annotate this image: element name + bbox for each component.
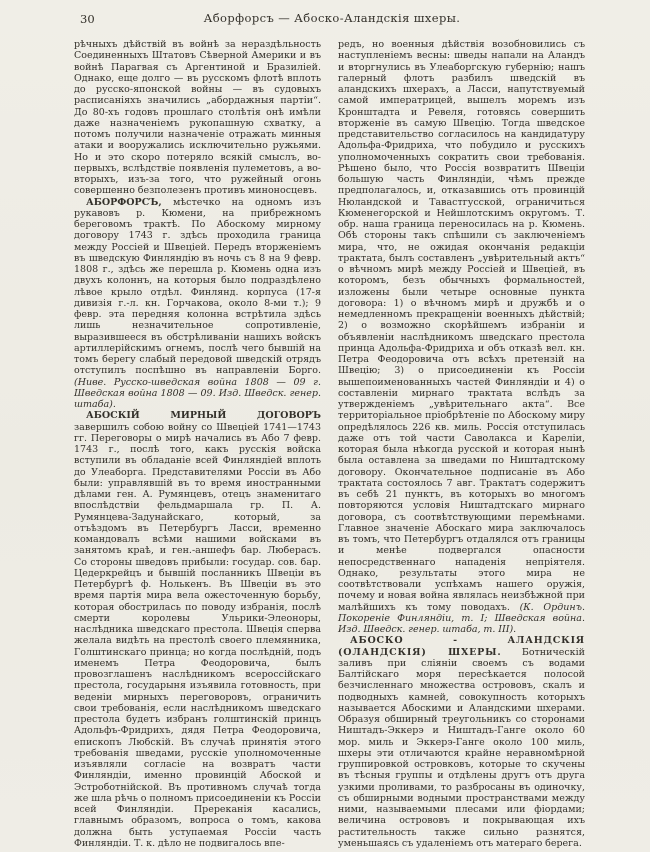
paragraph-continuation xyxy=(338,39,585,635)
left-column xyxy=(74,39,321,849)
entry-headword: АБОСКО - АЛАНДСКІЯ (ОЛАНДСКІЯ) ШХЕРЫ. xyxy=(338,635,585,658)
entry-aborfors xyxy=(74,197,321,411)
entry-aboskij-mirnyj-dogovor xyxy=(74,410,321,849)
page-number: 30 xyxy=(80,12,95,26)
paragraph-continuation xyxy=(74,39,321,197)
paragraph-text: редъ, но военныя дѣйствія возобновились съ наступленіемъ весны: шведы напали на Аландъ и вторгнулись въ Улеаборгскую губернію; нашъ галерный флотъ разбилъ шведскій въ аландскихъ шхерахъ, а Ласси, напутствуемый самой императрицей, вышелъ моремъ изъ Кронштадта и Ревеля, готовясь совершить вторженіе въ самую Швецію. Тогда шведское представительство согласилось на кандидатуру Адольфа-Фридриха, что побудило и русскихъ уполномоченныхъ сократить свои требованія. Рѣшено было, что Россія возвратитъ Швеціи большую часть Финляндіи, чѣмъ прежде предполагалось, и, отказавшись отъ провинцій Нюландской и Тавастгусской, ограничиться Кюменегорской и Нейшлотскимъ округомъ. Т. обр. наша граница переносилась на р. Кюмень. Обѣ стороны такъ спѣшили съ заключеніемъ мира, что, не ожидая окончанія редакціи трактата, былъ составленъ „увѣрительный актъ“ о вѣчномъ мирѣ между Россіей и Швеціей, въ которомъ, безъ обычныхъ формальностей, изложены были четыре основные пункта договора: 1) о вѣчномъ мирѣ и дружбѣ и о немедленномъ прекращеніи военныхъ дѣйствій; 2) о возможно скорѣйшемъ избраніи и объявленіи наслѣдникомъ шведскаго престола принца Адольфа-Фридриха и объ отказѣ вел. кн. Петра Феодоровича отъ всѣхъ претензій на Швецію; 3) о присоединеніи къ Россіи вышепоименованныхъ частей Финляндіи и 4) о составленіи мирнаго трактата вслѣдъ за утвержденіемъ „увѣрительнаго акта“. Все территоріальное пріобрѣтеніе по Абоскому миру опредѣлялось 226 кв. миль. Россія отступилась даже отъ той части Саволакса и Кареліи, которая была нѣкогда русской и которая нынѣ была оставлена за шведами по Ништадтскому договору. Окончательное подписаніе въ Або трактата состоялось 7 авг. Трактатъ содержитъ въ себѣ 21 пунктъ, въ которыхъ во многомъ повторяются условія Ништадтскаго мирнаго договора, съ соотвѣтствующими перемѣнами. Главное значеніе Абоскаго мира заключалось въ томъ, что Петербургъ отдалялся отъ границы и менѣе подвергался опасности непосредственнаго нападенія непріятеля. Однако, результаты этого мира не соотвѣтствовали успѣхамъ нашего оружія, почему и новая война являлась неизбѣжной при малѣйшихъ къ тому поводахъ. xyxy=(338,39,585,613)
entry-headword: АБОРФОРСЪ, xyxy=(86,196,162,208)
page-header xyxy=(74,10,590,34)
paragraph-text: завершилъ собою войну со Швеціей 1741—1743 гг. Переговоры о мирѣ начались въ Або 7 февр. 1743 г., послѣ того, какъ русскія войска вступили въ обладаніе всей Финляндіей вплоть до Улеаборга. Представителями Россіи въ Або были: управлявшій въ то время иностранными дѣлами ген. А. Румянцевъ, отецъ знаменитаго впослѣдствіи фельдмаршала гр. П. А. Румянцева-Задунайскаго, который, за отъѣздомъ въ Петербургъ Ласси, временно командовалъ всѣми нашими войсками въ занятомъ краѣ, и ген.-аншефъ бар. Люберасъ. Со стороны шведовъ прибыли: государ. сов. бар. Цедеркрейцъ и бывшій посланникъ Швеціи въ Петербургѣ ф. Нолькенъ. Въ Швеціи въ это время партія мира вела ожесточенную борьбу, которая обострилась по поводу избранія, послѣ смерти королевы Ульрики-Элеоноры, наслѣдника шведскаго престола. Швеція сперва желала видѣть на престолѣ своего племянника, Голштинскаго принца; но когда послѣдній, подъ именемъ Петра Феодоровича, былъ провозглашенъ наслѣдникомъ всероссійскаго престола, государыня изъявила готовность, при веденіи мирныхъ переговоровъ, ограничить свои требованія, если наслѣдникомъ шведскаго престола будетъ избранъ голштинскій принцъ Адольфъ-Фридрихъ, дядя Петра Феодоровича, епископъ Любскій. Въ случаѣ принятія этого требованія шведами, русскіе уполномоченные изъявляли согласіе на возвратъ части Финляндіи, именно провинцій Абоской и Эстроботнійской. Въ противномъ случаѣ тогда же шла рѣчь о полномъ присоединеніи къ Россіи всей Финляндіи. Пререканія касались, главнымъ образомъ, вопроса о томъ, какова должна быть уступаемая Россіи часть Финляндіи. Т. к. дѣло не подвигалось впе- xyxy=(74,421,321,849)
paragraph-text: Ботническій заливъ при сліяніи своемъ съ водами Балтійскаго моря пересѣкается полосой безчисленнаго множества острововъ, скалъ и подводныхъ камней, совокупность которыхъ называется Абоскими и Аландскими шхерами. Образуя обширный треугольникъ со сторонами Ништадъ-Эккерэ и Ништадъ-Ганге около 60 мор. миль и Эккерэ-Ганге около 100 миль, шхеры эти отличаются крайне неравномѣрной группировкой островковъ, которые то скучены въ тѣсныя группы и отдѣлены другъ отъ друга узкими проливами, то разбросаны въ одиночку, съ обширными водными пространствами между ними, называемыми плесами или фіордами; величина острововъ и покрывающая ихъ растительность также сильно разнятся, уменьшаясь съ удаленіемъ отъ матераго берега. xyxy=(338,646,585,849)
entry-headword: АБОСКІЙ МИРНЫЙ ДОГОВОРЪ xyxy=(86,410,321,422)
citation: (Ниве. Русско-шведская война 1808 — 09 г. Шведская война 1808 — 09. Изд. Шведск. генер. штаба). xyxy=(74,376,321,410)
text-columns xyxy=(74,39,590,849)
entry-abosko-alandskie-shkhery xyxy=(338,635,585,849)
running-title: Аборфорсъ — Абоско-Аландскія шхеры. xyxy=(203,11,461,25)
paragraph-text: рѣчныхъ дѣйствій въ войнѣ за нераздѣльность Соединенныхъ Штатовъ Сѣверной Америки и въ войнѣ Парагвая съ Аргентиной и Бразиліей. Однако, еще долго — въ русскомъ флотѣ вплоть до русско-японской войны — въ судовыхъ расписаніяхъ значились „абордажныя партіи“. До 80-хъ годовъ прошлаго столѣтія онѣ имѣли даже назначеніемъ рукопашную схватку, а потомъ получили назначеніе отражать минныя атаки и вооружались исключительно ружьями. Но и это скоро потеряло всякій смыслъ, во-первыхъ, вслѣдствіе появленія пулеметовъ, а во-вторыхъ, изъ-за того, что ружейный огонь совершенно безполезенъ противъ миноносцевъ. xyxy=(74,39,321,197)
paragraph-text: мѣстечко на одномъ изъ рукавовъ р. Кюмени, на прибрежномъ береговомъ трактѣ. По Абоскому мирному договору 1743 г. здѣсь проходила граница между Россіей и Швеціей. Передъ вторженіемъ въ шведскую Финляндію въ ночь съ 8 на 9 февр. 1808 г., здѣсь же перешла р. Кюмень одна изъ двухъ колоннъ, на которыя было подраздѣлено лѣвое крыло отдѣл. Финлянд. корпуса (17-я дивизія г.-л. кн. Горчакова, около 8-ми т.); 9 февр. эта передняя колонна встрѣтила здѣсь лишь незначительное сопротивленіе, выразившееся въ обстрѣливаніи нашихъ войскъ артиллерійскимъ огнемъ, послѣ чего бывшій на томъ берегу слабый передовой шведскій отрядъ отступилъ поспѣшно въ направленіи Борго. xyxy=(74,196,321,377)
right-column xyxy=(338,39,585,849)
citation: (К. Ординъ. Покореніе Финляндіи, т. I; Шведская война. Изд. Шведск. генер. штаба, т. III). xyxy=(338,601,585,635)
